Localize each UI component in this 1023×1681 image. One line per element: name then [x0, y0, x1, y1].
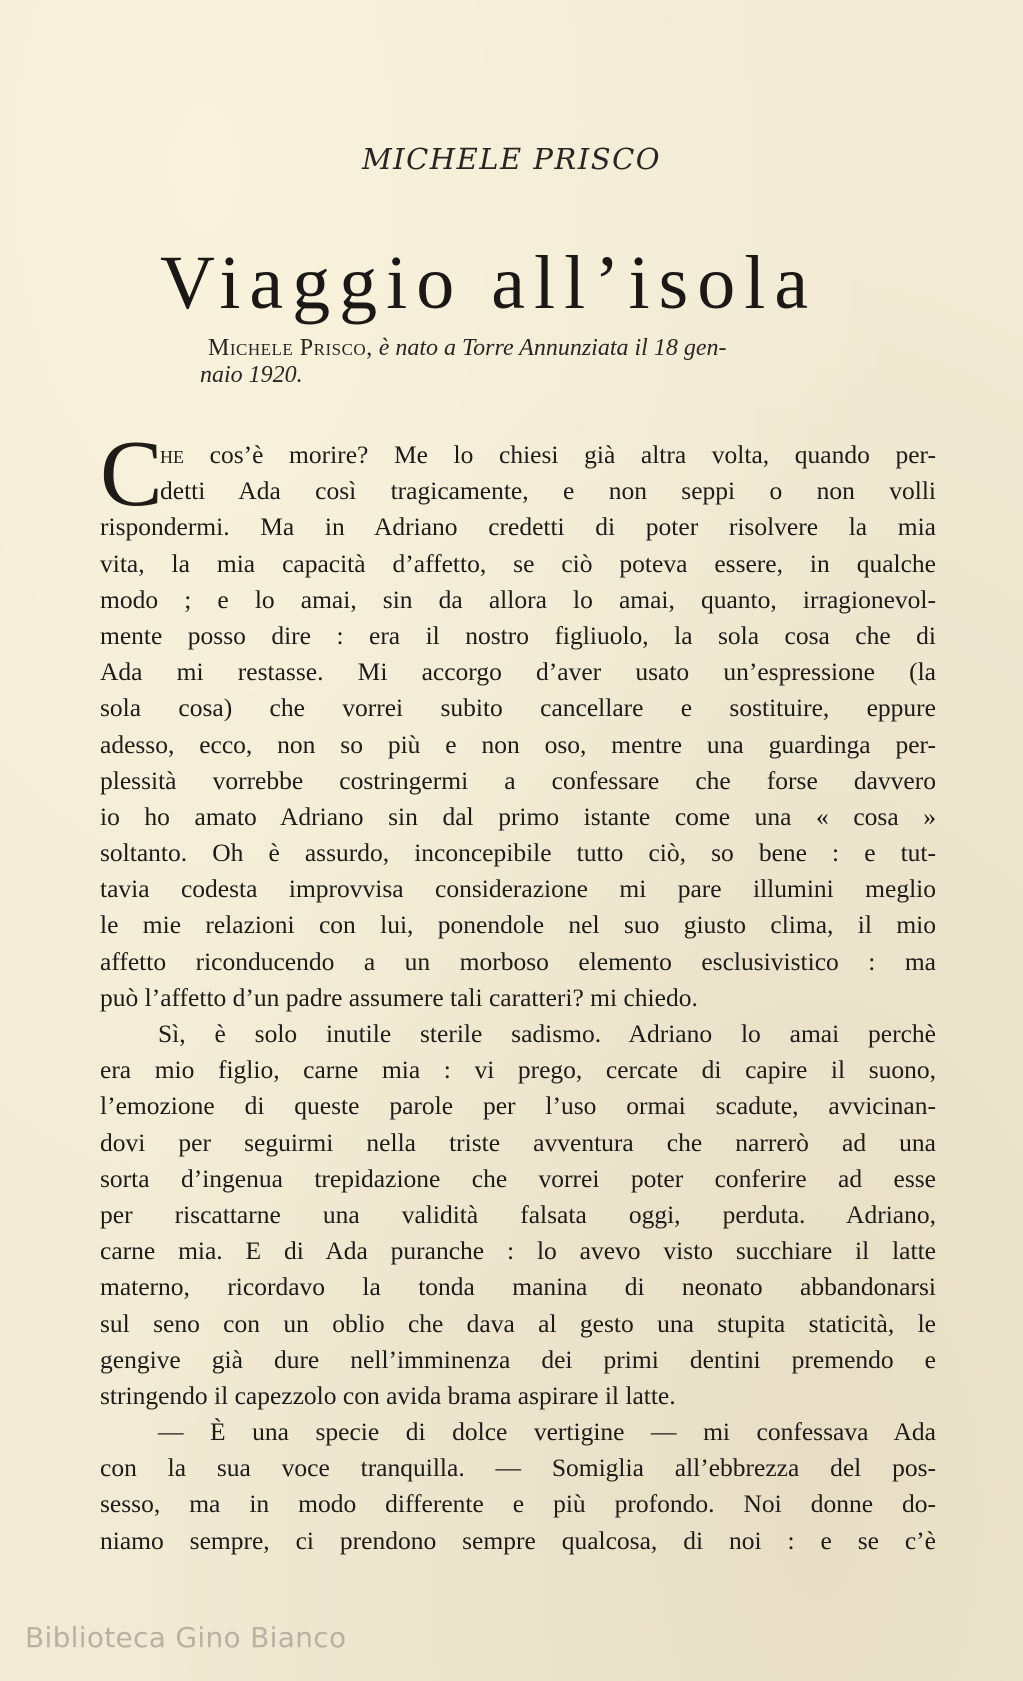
- text-line-14: le mie relazioni con lui, ponendole nel suo giusto clima, il mio: [100, 910, 936, 940]
- text-line-2: detti Ada così tragicamente, e non seppi o non volli: [160, 476, 936, 506]
- text-line-10: plessità vorrebbe costringermi a confessare che forse davvero: [100, 765, 936, 795]
- story-text: [100, 422, 936, 1559]
- text-line-9: adesso, ecco, non so più e non oso, mentre una guardinga per-: [100, 729, 936, 759]
- text-line-4: vita, la mia capacità d’affetto, se ciò poteva essere, in qualche: [100, 548, 936, 578]
- text-line-28: — È una specie di dolce vertigine — mi confessava Ada: [158, 1417, 936, 1447]
- author-bio: [200, 335, 938, 389]
- drop-cap: C: [100, 422, 163, 526]
- text-line-21: sorta d’ingenua trepidazione che vorrei poter conferire ad esse: [100, 1163, 936, 1193]
- text-line-22: per riscattarne una validità falsata oggi, perduta. Adriano,: [100, 1199, 936, 1229]
- text-line-15: affetto riconducendo a un morboso elemento esclusivistico : ma: [100, 946, 936, 976]
- text-line-5: modo ; e lo amai, sin da allora lo amai, quanto, irragionevol-: [100, 584, 936, 614]
- text-line-27: stringendo il capezzolo con avida brama aspirare il latte.: [100, 1380, 676, 1410]
- bio-author-name: Michele Prisco,: [208, 335, 373, 361]
- chapter-title: Viaggio all’isola: [160, 241, 818, 325]
- text-line-25: sul seno con un oblio che dava al gesto una stupita staticità, le: [100, 1308, 936, 1338]
- author-name: MICHELE PRISCO: [361, 142, 662, 176]
- text-line-8: sola cosa) che vorrei subito cancellare e sostituire, eppure: [100, 693, 936, 723]
- text-line-23: carne mia. E di Ada puranche : lo avevo visto succhiare il latte: [100, 1236, 936, 1266]
- text-line-7: Ada mi restasse. Mi accorgo d’aver usato un’espressione (la: [100, 657, 936, 687]
- library-watermark: Biblioteca Gino Bianco: [25, 1621, 347, 1654]
- first-word: he: [160, 440, 184, 469]
- text-line-16: può l’affetto d’un padre assumere tali caratteri? mi chiedo.: [100, 982, 698, 1012]
- text-line-20: dovi per seguirmi nella triste avventura che narrerò ad una: [100, 1127, 936, 1157]
- text-line-13: tavia codesta improvvisa considerazione mi pare illumini meglio: [100, 874, 936, 904]
- text-line-3: rispondermi. Ma in Adriano credetti di poter risolvere la mia: [100, 512, 936, 542]
- text-line-1: he cos’è morire? Me lo chiesi già altra volta, quando per-: [160, 440, 936, 469]
- text-line-18: era mio figlio, carne mia : vi prego, cercate di capire il suono,: [100, 1055, 936, 1085]
- bio-line-1: è nato a Torre Annunziata il 18 gen-: [378, 335, 727, 361]
- bio-line-2: naio 1920.: [200, 362, 303, 388]
- text-line-6: mente posso dire : era il nostro figliuolo, la sola cosa che di: [100, 620, 936, 650]
- text-line-30: sesso, ma in modo differente e più profondo. Noi donne do-: [100, 1489, 936, 1519]
- text-line-12: soltanto. Oh è assurdo, inconcepibile tutto ciò, so bene : e tut-: [100, 838, 936, 868]
- text-line-31: niamo sempre, ci prendono sempre qualcosa, di noi : e se c’è: [100, 1525, 936, 1555]
- text-line-29: con la sua voce tranquilla. — Somiglia all’ebbrezza del pos-: [100, 1453, 936, 1483]
- text-line-17: Sì, è solo inutile sterile sadismo. Adriano lo amai perchè: [158, 1019, 936, 1048]
- text-line-11: io ho amato Adriano sin dal primo istante come una « cosa »: [100, 801, 936, 831]
- text-line-26: gengive già dure nell’imminenza dei primi dentini premendo e: [100, 1344, 936, 1374]
- text-line-24: materno, ricordavo la tonda manina di neonato abbandonarsi: [100, 1272, 936, 1302]
- text-line-19: l’emozione di queste parole per l’uso ormai scadute, avvicinan-: [100, 1091, 936, 1121]
- first-paragraph-opening: [100, 422, 936, 526]
